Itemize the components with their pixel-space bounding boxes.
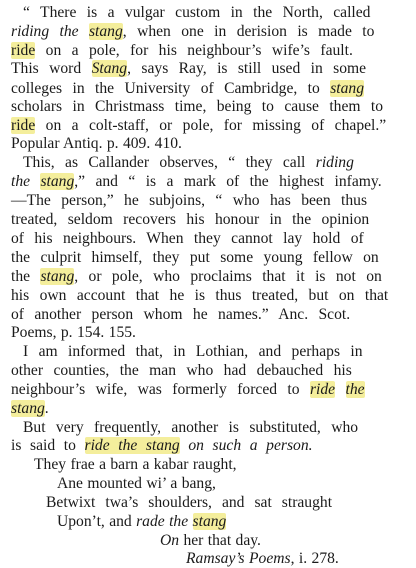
text-line: [11, 229, 364, 248]
text-segment: riding: [315, 154, 354, 171]
text-line: [11, 323, 136, 342]
text-segment: Ramsay’s Poems: [186, 550, 291, 567]
text-segment: is said to: [11, 437, 85, 454]
text-segment: , says Ray, is still used in some: [127, 60, 367, 77]
text-segment: Betwixt twa’s shoulders, and sat straught: [46, 494, 333, 511]
text-segment: on a colt-staff, or pole, for missing of chapel.”: [35, 117, 387, 134]
highlighted-term: stang: [330, 80, 364, 97]
text-segment: This word: [11, 60, 92, 77]
text-segment: They frae a barn a kabar raught,: [34, 456, 237, 473]
text-segment: On: [160, 532, 180, 549]
text-segment: I am informed that, in Lothian, and perhaps in: [23, 343, 363, 360]
text-segment: ,” and “ is a mark of the highest infamy.: [74, 173, 382, 190]
text-line: [11, 134, 182, 153]
text-segment: —The person,” he subjoins, “ who has been thus: [11, 192, 368, 209]
text-segment: riding the: [11, 23, 89, 40]
text-segment: on a pole, for his neighbour’s wife’s fault.: [35, 42, 353, 59]
text-segment: neighbour’s wife, was formerly forced to: [11, 381, 310, 398]
text-line: [57, 474, 216, 493]
highlighted-term: stang: [40, 268, 75, 285]
text-segment: on such a person.: [179, 437, 313, 454]
text-line: [11, 210, 369, 229]
text-line: [11, 41, 353, 60]
text-line: [11, 79, 364, 98]
text-line: [11, 116, 386, 135]
text-segment: scholars in Christmass time, being to cause them to: [11, 98, 384, 115]
highlighted-term: the: [345, 381, 365, 398]
text-segment: her that day.: [179, 532, 261, 549]
text-segment: This, as Callander observes, “ they call: [23, 154, 316, 171]
text-segment: But very frequently, another is substituted, who: [23, 419, 359, 436]
text-segment: colleges in the University of Cambridge, to: [11, 80, 331, 97]
text-segment: “ There is a vulgar custom in the North, called: [23, 4, 371, 21]
text-segment: Poems, p. 154. 155.: [11, 324, 136, 341]
text-segment: of his neighbours. When they cannot lay hold of: [11, 230, 364, 247]
text-line: [46, 493, 332, 512]
highlighted-term: ride: [11, 42, 36, 59]
text-segment: rade the: [136, 513, 193, 530]
text-line: [23, 418, 358, 437]
text-segment: the: [11, 268, 41, 285]
text-line: [23, 153, 354, 172]
text-line: [11, 172, 382, 191]
text-line: [11, 248, 379, 267]
text-segment: the: [11, 173, 41, 190]
highlighted-term: stang: [11, 400, 45, 417]
text-line: [11, 380, 365, 399]
text-line: [11, 286, 388, 305]
text-segment: , or pole, who proclaims that it is not on: [74, 268, 382, 285]
text-line: [34, 455, 237, 474]
highlighted-term: stang: [192, 513, 227, 530]
text-segment: the culprit himself, they put some young fellow on: [11, 249, 379, 266]
highlighted-term: ride: [309, 381, 336, 398]
highlighted-term: ride: [11, 117, 36, 134]
text-segment: Popular Antiq. p. 409. 410.: [11, 135, 182, 152]
highlighted-term: ride the stang: [84, 437, 180, 454]
text-line: [160, 531, 261, 550]
text-segment: [335, 381, 345, 398]
highlighted-term: stang: [40, 173, 75, 190]
text-line: [11, 191, 367, 210]
text-segment: other counties, the man who had debauched his: [11, 362, 352, 379]
text-segment: treated, seldom recovers his honour in the opinion: [11, 211, 370, 228]
highlighted-term: stang: [88, 23, 123, 40]
text-segment: his own account that he is thus treated, but on that: [11, 287, 389, 304]
highlighted-term: Stang: [91, 60, 128, 77]
text-segment: , when one in derision is made to: [122, 23, 375, 40]
text-line: [11, 59, 366, 78]
text-segment: of another person whom he names.” Anc. Scot.: [11, 306, 351, 323]
text-line: [57, 512, 226, 531]
text-line: [11, 97, 383, 116]
text-line: [11, 267, 382, 286]
text-line: [23, 342, 363, 361]
text-line: [186, 549, 339, 568]
text-line: [23, 3, 370, 22]
text-line: [11, 22, 374, 41]
text-line: [11, 436, 313, 455]
text-segment: .: [44, 400, 49, 417]
text-segment: Upon’t, and: [57, 513, 137, 530]
text-line: [11, 305, 350, 324]
text-line: [11, 361, 352, 380]
text-segment: , i. 278.: [290, 550, 339, 567]
text-line: [11, 399, 49, 418]
text-segment: Ane mounted wi’ a bang,: [57, 475, 216, 492]
